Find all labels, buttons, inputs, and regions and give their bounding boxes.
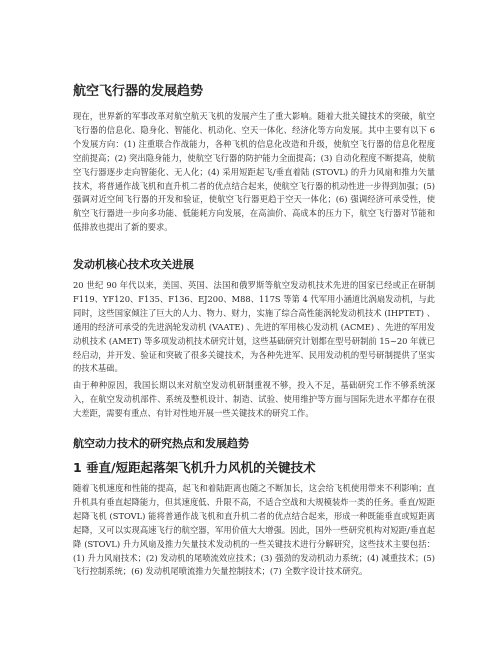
stovl-paragraph: 随着飞机速度和性能的提高，起飞和着陆距离也随之不断加长，这会给飞机使用带来不利影响；直升机具有垂直起降能力，但其速度低、升限不高，不适合空战和大规模装炸一类的任务。垂直/短距起降飞机 (STOVL) 能将普通作战飞机和直升机二者的优点结合起来，形成一种既能垂直或短距离起降，又可以实现高速飞行的航空器，军用价值大大增强。因此，国外一些研究机构对短距/垂直起降 (STOVL) 升力风扇及推力矢量技术发动机的一些关键技术进行分解研究，这些技术主要包括：(1) 升力风扇技术；(2) 发动机的尾喷流效应技术；(3) 强劲的发动机动力系统；(4) 减重技术；(5) 飞行控制系统；(6) 发动机尾喷流推力矢量控制技术；(7) 全数字设计技术研究。 <box>73 483 435 577</box>
power-section-heading: 航空动力技术的研究热点和发展趋势 <box>73 437 249 450</box>
engine-paragraph-1: 20 世纪 90 年代以来，美国、英国、法国和俄罗斯等航空发动机技术先进的国家已经或正在研制 F119、YF120、F135、F136、EJ200、M88、117S 等第 4 代军用小涵道比涡扇发动机，与此同时，这些国家倾注了巨大的人力、物力、财力，实施了综合高性能涡轮发动机技术 (IHPTET) 、通用的经济可承受的先进涡轮发动机 (VAATE) 、先进的军用核心发动机 (ACME) 、先进的军用发动机技术 (AMET) 等多项发动机技术研究计划，这些基础研究计划都在型号研制前 15~20 年就已经启动，并开发、验证和突破了很多关键技术，为各种先进军、民用发动机的型号研制提供了坚实的技术基础。 <box>73 280 435 374</box>
page-title: 航空飞行器的发展趋势 <box>73 84 204 99</box>
engine-section-heading: 发动机核心技术攻关进展 <box>73 258 194 271</box>
stovl-section-heading: 1 垂直/短距起落架飞机升力风机的关键技术 <box>73 460 316 475</box>
engine-paragraph-2: 由于种种原因，我国长期以来对航空发动机研制重视不够，投入不足，基础研究工作不够系统深入，在航空发动机部件、系统及整机设计、制造、试验、使用维护等方面与国际先进水平都存在很大差距，需要有重点、有针对性地开展一些关键技术的研究工作。 <box>73 380 435 418</box>
intro-paragraph: 现在，世界新的军事改革对航空航天飞机的发展产生了重大影响。随着大批关键技术的突破，航空飞行器的信息化、隐身化、智能化、机动化、空天一体化、经济化等方向发展。其中主要有以下 6 个发展方向：(1) 注重联合作战能力，各种飞机的信息化改造和升级，使航空飞行器的信息化程度空前提高；(2) 突出隐身能力，使航空飞行器的防护能力全面提高；(3) 自动化程度不断提高，使航空飞行器逐步走向智能化、无人化；(4) 采用短距起飞/垂直着陆 (STOVL) 的升力风扇和推力矢量技术，将普通作战飞机和直升机二者的优点结合起来，使航空飞行器的机动性进一步得到加强；(5) 强调对近空间飞行器的开发和验证，使航空飞行器更趋于空天一体化；(6) 强调经济可承受性，使航空飞行器进一步向多功能、低能耗方向发展，在高油价、高成本的压力下，航空飞行器对节能和低排放也提出了新的要求。 <box>73 111 435 233</box>
